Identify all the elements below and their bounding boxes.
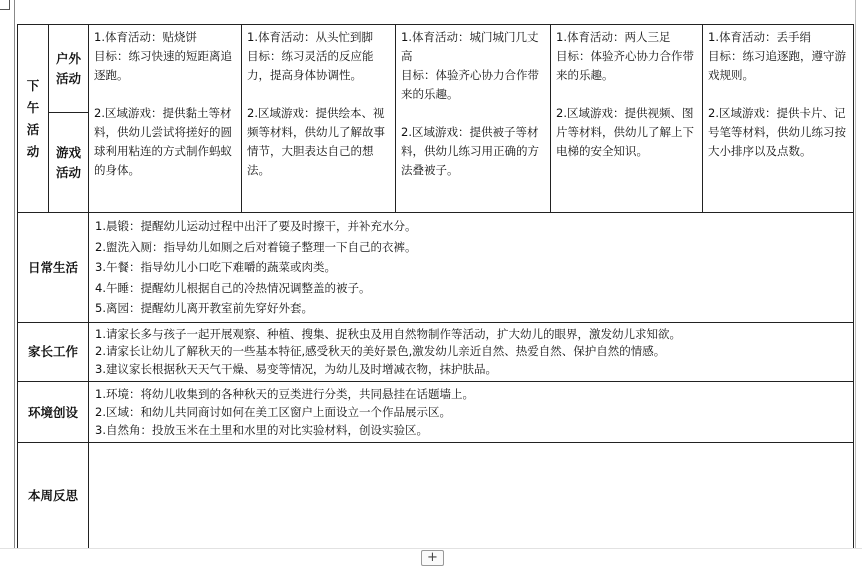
day-2-sport: 1.体育活动：从头忙到脚 — [247, 30, 373, 44]
environment-label: 环境创设 — [18, 382, 89, 443]
day-3-goal: 目标：体验齐心协力合作带来的乐趣。 — [401, 68, 539, 101]
day-3-area: 2.区域游戏：提供被子等材料，供幼儿练习用正确的方法叠被子。 — [401, 125, 539, 177]
reflection-cell[interactable] — [89, 443, 854, 549]
parent-work-item: 3.建议家长根据秋天天气干燥、易变等情况，为幼儿及时增减衣物，抹护肤品。 — [95, 361, 497, 376]
day-5-sport: 1.体育活动：丢手绢 — [708, 30, 811, 44]
reflection-row — [18, 443, 854, 549]
day-4-cell[interactable] — [551, 25, 703, 213]
environment-item: 3.自然角：投放玉米在土里和水里的对比实验材料，创设实验区。 — [95, 423, 428, 437]
outdoor-activity-label: 户外活动 — [49, 25, 89, 113]
daily-life-row — [18, 213, 854, 323]
parent-work-label: 家长工作 — [18, 322, 89, 382]
page-gap-divider — [0, 548, 862, 549]
day-2-cell[interactable] — [242, 25, 396, 213]
daily-life-cell[interactable] — [89, 213, 854, 323]
day-4-sport: 1.体育活动：两人三足 — [556, 30, 671, 44]
page-margin-line-right — [855, 0, 856, 548]
day-1-area: 2.区域游戏：提供黏土等材料，供幼儿尝试将搓好的圆球利用粘连的方式制作蚂蚁的身体。 — [94, 106, 232, 177]
afternoon-outdoor-row — [18, 25, 854, 113]
daily-life-item: 2.盥洗入厕：指导幼儿如厕之后对着镜子整理一下自己的衣裤。 — [95, 239, 417, 254]
daily-life-item: 1.晨锻：提醒幼儿运动过程中出汗了要及时擦干，并补充水分。 — [95, 219, 417, 233]
day-1-goal: 目标：练习快速的短距离追逐跑。 — [94, 49, 232, 82]
parent-work-cell[interactable] — [89, 322, 854, 382]
day-4-area: 2.区域游戏：提供视频、图片等材料，供幼儿了解上下电梯的安全知识。 — [556, 106, 694, 158]
add-row-button[interactable]: + — [421, 550, 444, 566]
daily-life-item: 3.午餐：指导幼儿小口吃下难嚼的蔬菜或肉类。 — [95, 260, 336, 274]
daily-life-item: 5.离园：提醒幼儿离开教室前先穿好外套。 — [95, 301, 313, 315]
day-5-goal: 目标：练习追逐跑，遵守游戏规则。 — [708, 49, 846, 82]
parent-work-item: 2.请家长让幼儿了解秋天的一些基本特征,感受秋天的美好景色,激发幼儿亲近自然、热爱自然、保护自然的情感。 — [95, 344, 666, 358]
environment-item: 1.环境：将幼儿收集到的各种秋天的豆类进行分类，共同悬挂在话题墙上。 — [95, 387, 474, 401]
day-1-cell[interactable] — [89, 25, 242, 213]
weekly-plan-table — [17, 24, 854, 549]
environment-cell[interactable] — [89, 382, 854, 443]
daily-life-item: 4.午睡：提醒幼儿根据自己的冷热情况调整盖的被子。 — [95, 280, 371, 295]
day-3-cell[interactable] — [396, 25, 551, 213]
parent-work-item: 1.请家长多与孩子一起开展观察、种植、搜集、捉秋虫及用自然物制作等活动，扩大幼儿的眼界，激发幼儿求知欲。 — [95, 326, 681, 341]
page-corner-mark — [0, 0, 14, 14]
reflection-label: 本周反思 — [18, 443, 89, 549]
day-5-area: 2.区域游戏：提供卡片、记号笔等材料，供幼儿练习按大小排序以及点数。 — [708, 106, 846, 158]
daily-life-label: 日常生活 — [18, 213, 89, 323]
game-activity-label: 游戏活动 — [49, 113, 89, 213]
environment-item: 2.区域：和幼儿共同商讨如何在美工区窗户上面设立一个作品展示区。 — [95, 405, 451, 419]
afternoon-label: 下午活动 — [18, 25, 49, 213]
parent-work-row — [18, 322, 854, 382]
day-1-sport: 1.体育活动：贴烧饼 — [94, 30, 197, 44]
day-5-cell[interactable] — [703, 25, 854, 213]
environment-row — [18, 382, 854, 443]
day-3-sport: 1.体育活动：城门城门几丈高 — [401, 30, 539, 63]
day-2-goal: 目标：练习灵活的反应能力，提高身体协调性。 — [247, 49, 374, 82]
day-2-area: 2.区域游戏：提供绘本、视频等材料，供幼儿了解故事情节，大胆表达自己的想法。 — [247, 106, 385, 177]
day-4-goal: 目标：体验齐心协力合作带来的乐趣。 — [556, 49, 694, 82]
page-margin-line — [14, 0, 15, 548]
